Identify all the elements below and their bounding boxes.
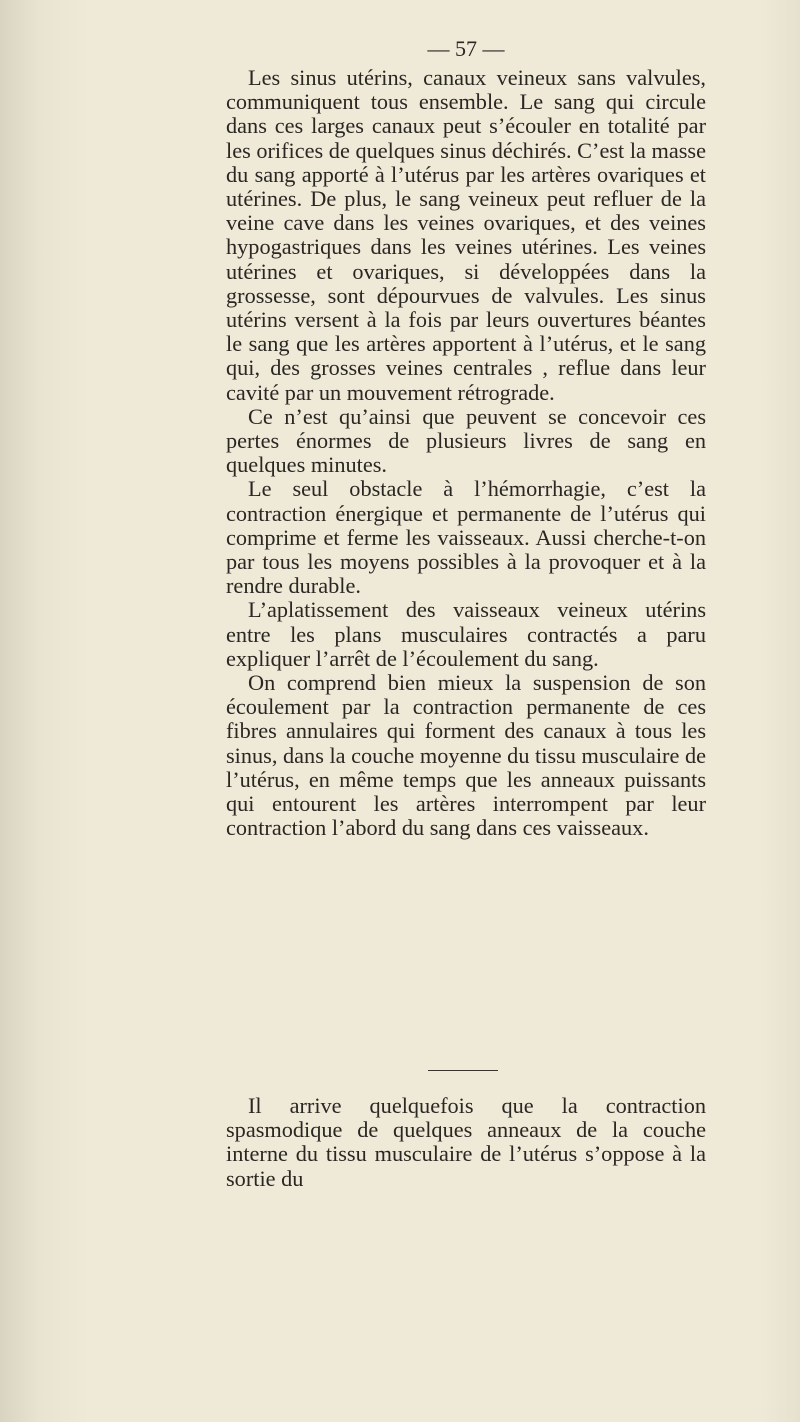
continuation-text-block [226,1094,706,1191]
paragraph-spasmodique: Il arrive quelquefois que la contraction spasmodique de quelques anneaux de la couche interne du tissu musculaire de l’utérus s’oppose à la sortie du [226,1093,706,1191]
paragraph-sinus: Les sinus utérins, canaux veineux sans valvules, communiquent tous ensemble. Le sang qui circule dans ces larges canaux peut s’écouler en totalité par les orifices de quelques sinus déchirés. C’est la masse du sang apporté à l’utérus par les artères ovariques et utérines. De plus, le sang veineux peut refluer de la veine cave dans les veines ovariques, et des veines hypogastriques dans les veines utérines. Les veines utérines et ovariques, si développées dans la grossesse, sont dépourvues de valvules. Les sinus utérins versent à la fois par leurs ouvertures béantes le sang que les artères apportent à l’utérus, et le sang qui, des grosses veines centrales , reflue dans leur cavité par un mouvement rétrograde. [226,65,706,405]
paragraph-obstacle: Le seul obstacle à l’hémorrhagie, c’est la contraction énergique et permanente de l’utérus qui comprime et ferme les vaisseaux. Aussi cherche-t-on par tous les moyens possibles à la provoquer et à la rendre durable. [226,476,706,599]
paragraph-aplatissement: L’aplatissement des vaisseaux veineux utérins entre les plans musculaires contractés a paru expliquer l’arrêt de l’écoulement du sang. [226,597,706,671]
paragraph-suspension: On comprend bien mieux la suspension de son écoulement par la contraction permanente de ces fibres annulaires qui forment des canaux à tous les sinus, dans la couche moyenne du tissu musculaire de l’utérus, en même temps que les anneaux puissants qui entourent les artères interrompent par leur contraction l’abord du sang dans ces vaisseaux. [226,670,706,841]
section-divider [428,1070,498,1071]
page-number-header: — 57 — [427,36,505,61]
paragraph-pertes: Ce n’est qu’ainsi que peuvent se concevoir ces pertes énormes de plusieurs livres de sang en quelques minutes. [226,403,706,478]
main-text-block [226,66,706,841]
